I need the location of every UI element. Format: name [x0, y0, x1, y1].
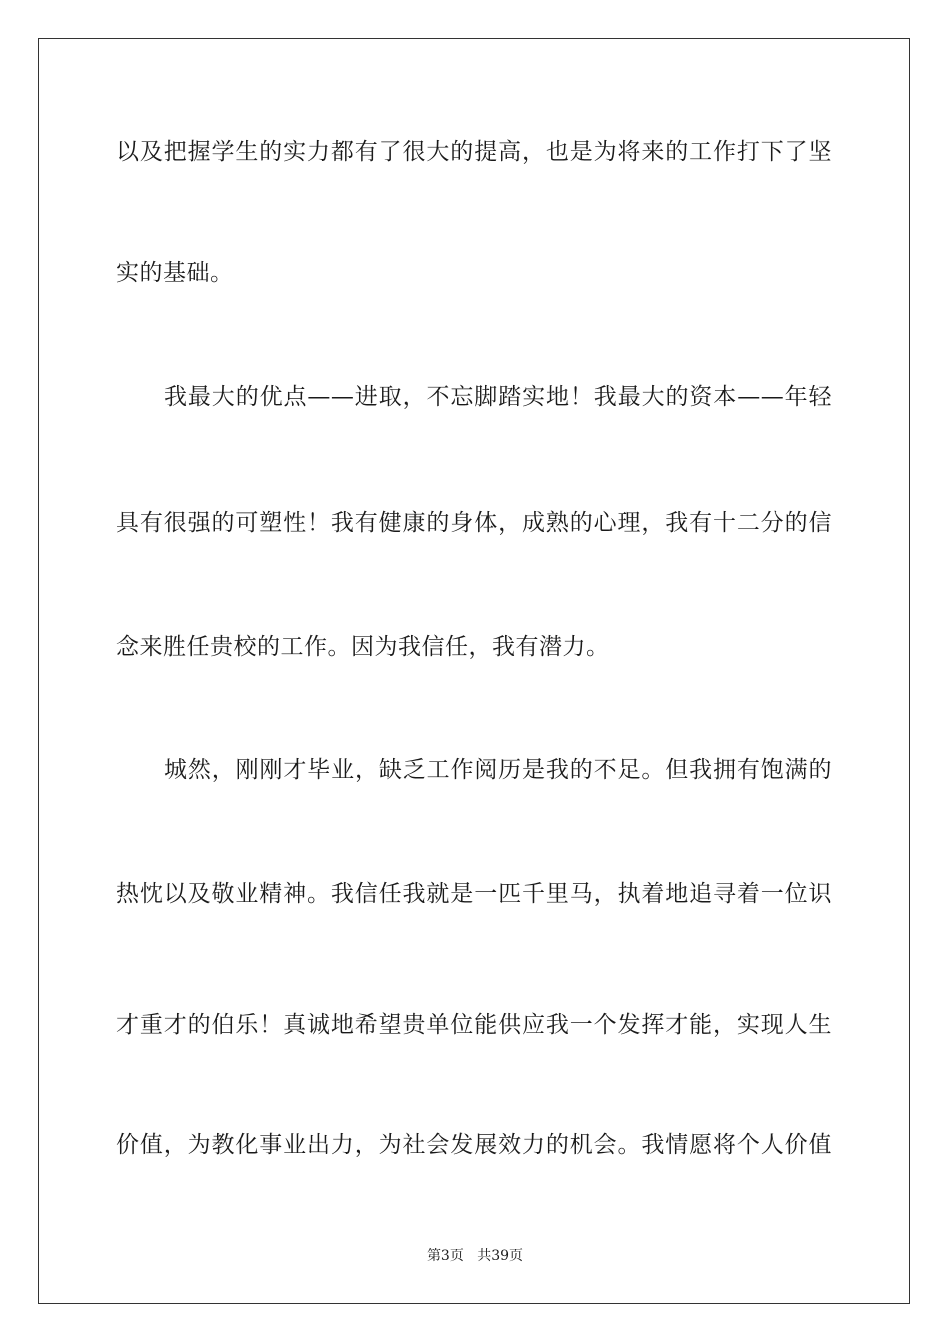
text-line-4: 具有很强的可塑性！我有健康的身体，成熟的心理，我有十二分的信	[116, 510, 832, 536]
text-line-3: 我最大的优点——进取，不忘脚踏实地！我最大的资本——年轻	[164, 384, 832, 410]
page-total: 共39页	[477, 1248, 524, 1264]
page-border	[38, 38, 910, 1304]
text-line-9: 价值，为教化事业出力，为社会发展效力的机会。我情愿将个人价值	[116, 1132, 832, 1158]
text-line-7: 热忱以及敬业精神。我信任我就是一匹千里马，执着地追寻着一位识	[116, 881, 832, 907]
text-line-5: 念来胜任贵校的工作。因为我信任，我有潜力。	[116, 634, 610, 660]
page-number: 第3页	[426, 1248, 464, 1264]
text-line-6: 城然，刚刚才毕业，缺乏工作阅历是我的不足。但我拥有饱满的	[164, 757, 832, 783]
text-line-1: 以及把握学生的实力都有了很大的提高，也是为将来的工作打下了坚	[116, 139, 832, 165]
text-line-8: 才重才的伯乐！真诚地希望贵单位能供应我一个发挥才能，实现人生	[116, 1012, 832, 1038]
text-line-2: 实的基础。	[116, 260, 234, 286]
page-footer	[0, 1246, 950, 1266]
